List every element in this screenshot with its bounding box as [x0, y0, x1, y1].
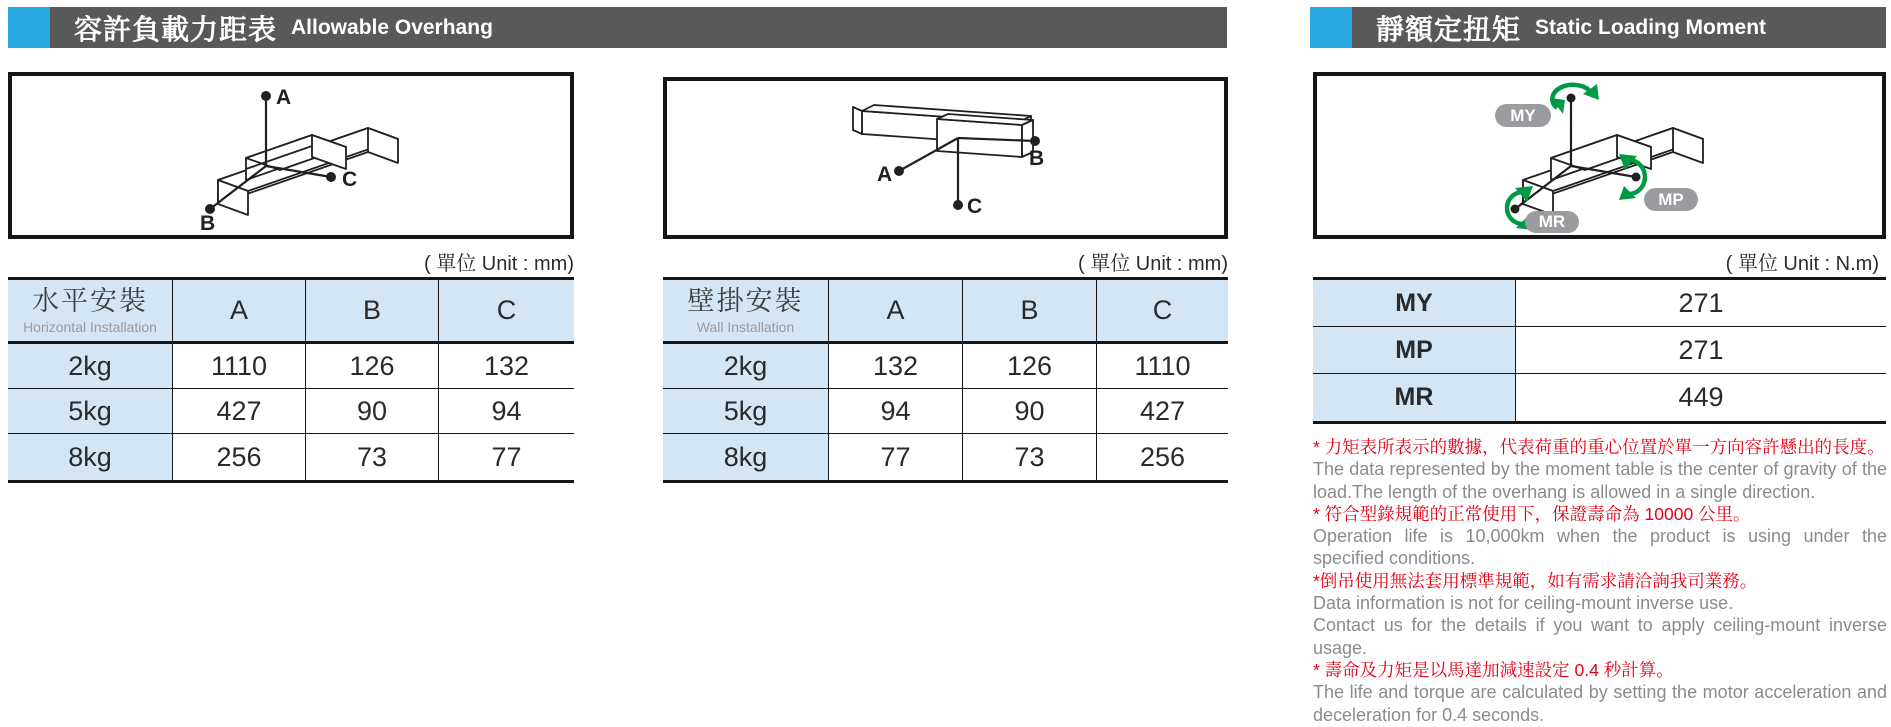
- table-cell: 427: [1096, 389, 1228, 434]
- row-label: 2kg: [8, 344, 172, 389]
- point-label-b: B: [1029, 147, 1045, 170]
- diagram-wall-installation: [663, 77, 1228, 239]
- table-cell: 132: [438, 344, 574, 389]
- table-cell: 73: [305, 434, 438, 480]
- table-cell: 427: [172, 389, 305, 434]
- table-cell: 1110: [172, 344, 305, 389]
- table-cell: 256: [172, 434, 305, 480]
- table-title-cell: [8, 280, 172, 344]
- note-en: Operation life is 10,000km when the product is using under the specified conditions.: [1313, 526, 1887, 569]
- column-header-c: C: [1096, 280, 1228, 344]
- column-header-a: A: [828, 280, 962, 344]
- unit-label-nm: ( 單位 Unit : N.m): [1725, 253, 1879, 275]
- table-cell: 1110: [1096, 344, 1228, 389]
- section-header-moment: [1310, 7, 1886, 48]
- note-en: Contact us for the details if you want to apply ceiling-mount inverse usage.: [1313, 615, 1887, 658]
- point-label-a: A: [276, 86, 292, 109]
- note-en: The data represented by the moment table is the center of gravity of the load.The length of the overhang is allowed in a single direction.: [1313, 459, 1887, 502]
- mp-badge: [1644, 188, 1698, 211]
- table-cell: 90: [305, 389, 438, 434]
- row-label: 8kg: [8, 434, 172, 480]
- footnotes: [1313, 436, 1887, 726]
- table-cell: 77: [828, 434, 962, 480]
- my-axis-dot: [1567, 94, 1576, 103]
- point-c-dot: [953, 200, 963, 210]
- column-header-b: B: [305, 280, 438, 344]
- row-label: 5kg: [663, 389, 828, 434]
- column-header-c: C: [438, 280, 574, 344]
- note-zh: * 壽命及力矩是以馬達加減速設定 0.4 秒計算。: [1313, 659, 1674, 680]
- table-cell: 271: [1515, 327, 1886, 374]
- mr-badge: [1525, 211, 1579, 233]
- mp-axis-dot: [1632, 173, 1641, 182]
- point-label-c: C: [967, 195, 983, 218]
- table-title-zh: 水平安裝: [32, 285, 148, 316]
- my-badge: [1495, 104, 1551, 127]
- note-en: Data information is not for ceiling-mount inverse use.: [1313, 593, 1734, 614]
- column-header-a: A: [172, 280, 305, 344]
- row-label: 5kg: [8, 389, 172, 434]
- table-cell: 126: [962, 344, 1096, 389]
- table-cell: 73: [962, 434, 1096, 480]
- table-title-en: Horizontal Installation: [23, 318, 157, 335]
- table-cell: 271: [1515, 280, 1886, 327]
- column-header-b: B: [962, 280, 1096, 344]
- table-cell: 132: [828, 344, 962, 389]
- diagram-horizontal-installation: [8, 72, 574, 239]
- section-header-overhang: [8, 7, 1227, 48]
- point-label-a: A: [877, 163, 893, 186]
- section-title-en: Static Loading Moment: [1535, 15, 1767, 39]
- point-c-dot: [326, 172, 336, 182]
- note-zh: *倒吊使用無法套用標準規範，如有需求請洽詢我司業務。: [1313, 570, 1758, 591]
- horizontal-installation-table: [8, 277, 574, 483]
- note-en: The life and torque are calculated by setting the motor acceleration and deceleration for 0.4 seconds.: [1313, 682, 1887, 725]
- wall-installation-table: [663, 277, 1228, 483]
- table-title-cell: [663, 280, 828, 344]
- row-label: 2kg: [663, 344, 828, 389]
- point-label-b: B: [200, 212, 216, 235]
- my-badge-label: MY: [1510, 106, 1536, 125]
- table-cell: 126: [305, 344, 438, 389]
- table-cell: 256: [1096, 434, 1228, 480]
- section-title-zh: 容許負載力距表: [74, 13, 278, 45]
- static-moment-table: [1313, 277, 1886, 424]
- mp-badge-label: MP: [1658, 190, 1684, 209]
- table-cell: 90: [962, 389, 1096, 434]
- mr-axis-dot: [1511, 205, 1520, 214]
- row-label: MY: [1313, 280, 1515, 327]
- row-label: MP: [1313, 327, 1515, 374]
- diagram-static-moment: [1313, 72, 1886, 239]
- mr-badge-label: MR: [1538, 212, 1566, 231]
- accent-square: [8, 7, 50, 48]
- point-b-dot: [1030, 136, 1040, 146]
- actuator-slider: [937, 114, 1033, 157]
- wall-installation-drawing: [667, 81, 1224, 235]
- table-title-zh: 壁掛安裝: [687, 285, 804, 316]
- horizontal-installation-drawing: [12, 76, 570, 235]
- accent-square: [1310, 7, 1352, 48]
- note-zh: * 力矩表所表示的數據，代表荷重的重心位置於單一方向容許懸出的長度。: [1313, 437, 1885, 457]
- row-label: 8kg: [663, 434, 828, 480]
- unit-label-mm-horizontal: ( 單位 Unit : mm): [424, 253, 574, 275]
- note-zh: * 符合型錄規範的正常使用下，保證壽命為 10000 公里。: [1313, 503, 1751, 524]
- point-a-dot: [894, 166, 904, 176]
- static-moment-drawing: [1317, 76, 1882, 235]
- table-cell: 77: [438, 434, 574, 480]
- point-a-dot: [261, 91, 271, 101]
- point-label-c: C: [342, 168, 358, 191]
- table-cell: 94: [438, 389, 574, 434]
- row-label: MR: [1313, 374, 1515, 421]
- table-cell: 449: [1515, 374, 1886, 421]
- unit-label-mm-wall: ( 單位 Unit : mm): [1078, 253, 1228, 275]
- section-title-en: Allowable Overhang: [291, 15, 493, 39]
- table-title-en: Wall Installation: [696, 318, 795, 335]
- table-cell: 94: [828, 389, 962, 434]
- section-title-zh: 靜額定扭矩: [1376, 13, 1522, 45]
